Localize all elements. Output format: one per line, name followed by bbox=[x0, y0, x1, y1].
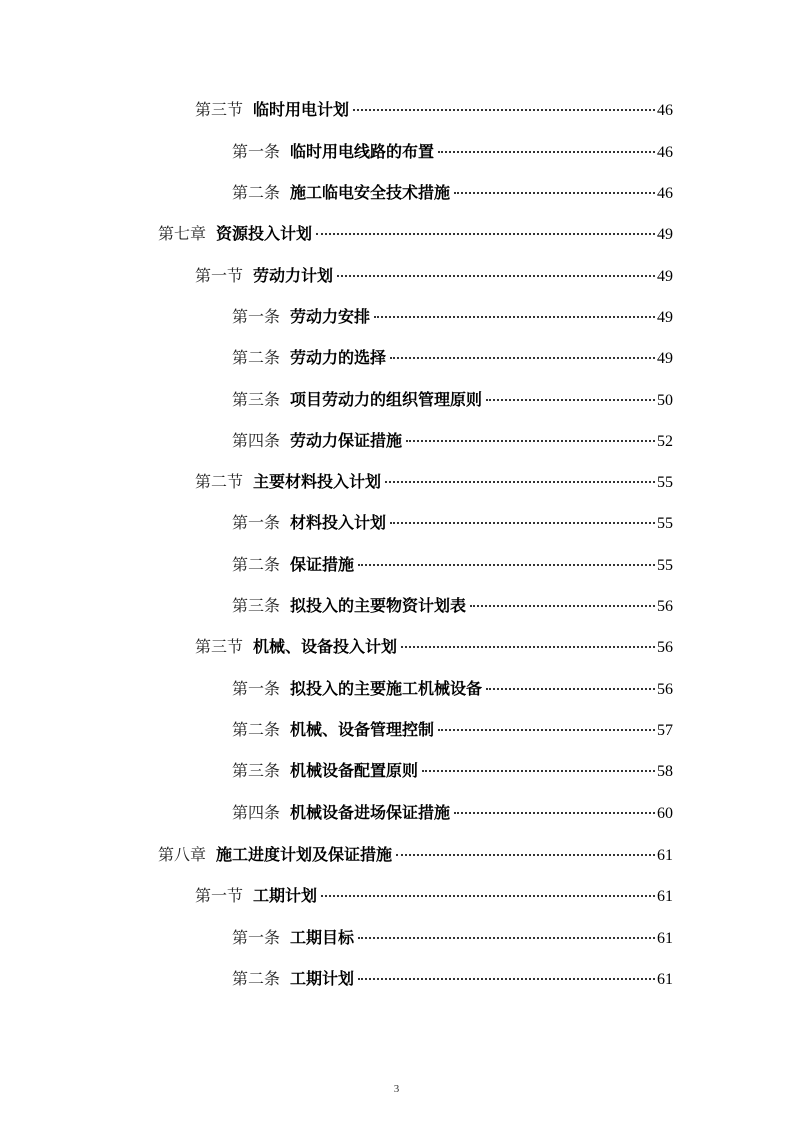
dot-leader bbox=[353, 109, 655, 111]
toc-entry-number: 第二条 bbox=[232, 555, 281, 574]
dot-leader bbox=[454, 192, 655, 194]
toc-entry[interactable] bbox=[195, 884, 673, 908]
toc-entry-title: 机械设备进场保证措施 bbox=[290, 803, 451, 822]
dot-leader bbox=[385, 481, 655, 483]
toc-entry-number: 第二条 bbox=[232, 969, 281, 988]
toc-entry-page: 61 bbox=[657, 971, 673, 988]
toc-entry[interactable] bbox=[158, 222, 673, 246]
toc-entry-title: 劳动力的选择 bbox=[290, 348, 387, 367]
dot-leader bbox=[358, 978, 655, 980]
toc-entry-title: 劳动力保证措施 bbox=[290, 431, 403, 450]
dot-leader bbox=[438, 151, 655, 153]
dot-leader bbox=[401, 646, 655, 648]
toc-entry-page: 55 bbox=[657, 515, 673, 532]
toc-entry-page: 57 bbox=[657, 722, 673, 739]
toc-entry-number: 第三条 bbox=[232, 761, 281, 780]
toc-entry-number: 第一条 bbox=[232, 679, 281, 698]
toc-entry-number: 第一条 bbox=[232, 513, 281, 532]
toc-entry-number: 第三条 bbox=[232, 390, 281, 409]
toc-entry-number: 第七章 bbox=[158, 224, 207, 243]
toc-entry[interactable] bbox=[195, 635, 673, 659]
toc-entry[interactable] bbox=[195, 470, 673, 494]
toc-entry-page: 61 bbox=[657, 888, 673, 905]
toc-entry-title: 材料投入计划 bbox=[290, 513, 387, 532]
toc-entry[interactable] bbox=[195, 98, 673, 122]
toc-entry-title: 工期目标 bbox=[290, 928, 355, 947]
toc-entry-page: 49 bbox=[657, 268, 673, 285]
toc-entry[interactable] bbox=[232, 511, 673, 535]
toc-entry-title: 临时用电线路的布置 bbox=[290, 142, 435, 161]
toc-entry-page: 52 bbox=[657, 433, 673, 450]
toc-entry[interactable] bbox=[232, 801, 673, 825]
toc-entry-number: 第四条 bbox=[232, 803, 281, 822]
toc-entry-page: 50 bbox=[657, 392, 673, 409]
toc-entry-number: 第一条 bbox=[232, 142, 281, 161]
toc-entry-number: 第二节 bbox=[195, 472, 244, 491]
toc-entry-title: 临时用电计划 bbox=[253, 100, 350, 119]
toc-entry[interactable] bbox=[232, 553, 673, 577]
toc-entry[interactable] bbox=[158, 843, 673, 867]
toc-entry-number: 第二条 bbox=[232, 720, 281, 739]
toc-entry-number: 第一条 bbox=[232, 307, 281, 326]
toc-entry-title: 机械、设备投入计划 bbox=[253, 637, 398, 656]
toc-entry-title: 拟投入的主要施工机械设备 bbox=[290, 679, 483, 698]
dot-leader bbox=[337, 275, 655, 277]
toc-entry-title: 项目劳动力的组织管理原则 bbox=[290, 390, 483, 409]
toc-entry[interactable] bbox=[232, 429, 673, 453]
dot-leader bbox=[454, 812, 655, 814]
dot-leader bbox=[486, 688, 655, 690]
toc-entry[interactable] bbox=[232, 346, 673, 370]
toc-entry[interactable] bbox=[232, 140, 673, 164]
toc-entry-page: 61 bbox=[657, 847, 673, 864]
dot-leader bbox=[438, 729, 655, 731]
dot-leader bbox=[470, 605, 655, 607]
dot-leader bbox=[396, 854, 655, 856]
toc-entry[interactable] bbox=[232, 926, 673, 950]
toc-entry-page: 46 bbox=[657, 185, 673, 202]
toc-entry-title: 保证措施 bbox=[290, 555, 355, 574]
toc-entry-title: 劳动力安排 bbox=[290, 307, 371, 326]
toc-entry-number: 第二条 bbox=[232, 348, 281, 367]
toc-entry[interactable] bbox=[232, 759, 673, 783]
toc-entry-page: 55 bbox=[657, 474, 673, 491]
toc-entry-page: 46 bbox=[657, 102, 673, 119]
toc-entry-title: 机械设备配置原则 bbox=[290, 761, 419, 780]
toc-entry-number: 第三条 bbox=[232, 596, 281, 615]
toc-entry-page: 56 bbox=[657, 639, 673, 656]
toc-entry-page: 49 bbox=[657, 309, 673, 326]
toc-entry-title: 工期计划 bbox=[253, 886, 318, 905]
dot-leader bbox=[321, 895, 655, 897]
dot-leader bbox=[374, 316, 655, 318]
toc-entry[interactable] bbox=[232, 305, 673, 329]
dot-leader bbox=[390, 522, 655, 524]
toc-entry-page: 58 bbox=[657, 763, 673, 780]
toc-entry-page: 49 bbox=[657, 350, 673, 367]
toc-entry-page: 61 bbox=[657, 930, 673, 947]
dot-leader bbox=[486, 399, 655, 401]
dot-leader bbox=[406, 440, 655, 442]
toc-entry-title: 劳动力计划 bbox=[253, 266, 334, 285]
toc-entry[interactable] bbox=[232, 677, 673, 701]
toc-entry-title: 机械、设备管理控制 bbox=[290, 720, 435, 739]
toc-entry[interactable] bbox=[232, 594, 673, 618]
toc-entry-number: 第二条 bbox=[232, 183, 281, 202]
toc-entry[interactable] bbox=[232, 388, 673, 412]
toc-entry-number: 第四条 bbox=[232, 431, 281, 450]
toc-entry-page: 60 bbox=[657, 805, 673, 822]
toc-entry-number: 第三节 bbox=[195, 100, 244, 119]
toc-entry-title: 工期计划 bbox=[290, 969, 355, 988]
dot-leader bbox=[358, 564, 655, 566]
toc-entry-page: 55 bbox=[657, 557, 673, 574]
toc-entry[interactable] bbox=[232, 181, 673, 205]
toc-entry-number: 第三节 bbox=[195, 637, 244, 656]
dot-leader bbox=[316, 233, 655, 235]
toc-entry-page: 49 bbox=[657, 226, 673, 243]
dot-leader bbox=[422, 770, 655, 772]
toc-entry[interactable] bbox=[232, 718, 673, 742]
toc-entry-number: 第一节 bbox=[195, 886, 244, 905]
toc-entry-title: 施工进度计划及保证措施 bbox=[216, 845, 393, 864]
toc-entry-number: 第一节 bbox=[195, 266, 244, 285]
toc-entry-page: 56 bbox=[657, 598, 673, 615]
toc-entry-page: 56 bbox=[657, 681, 673, 698]
toc-entry-page: 46 bbox=[657, 144, 673, 161]
toc-entry-number: 第八章 bbox=[158, 845, 207, 864]
dot-leader bbox=[358, 937, 655, 939]
toc-entry[interactable] bbox=[232, 967, 673, 991]
page-number: 3 bbox=[393, 1083, 400, 1095]
toc-entry[interactable] bbox=[195, 264, 673, 288]
toc-entry-title: 施工临电安全技术措施 bbox=[290, 183, 451, 202]
toc-entry-title: 资源投入计划 bbox=[216, 224, 313, 243]
toc-entry-number: 第一条 bbox=[232, 928, 281, 947]
dot-leader bbox=[390, 357, 655, 359]
toc-entry-title: 拟投入的主要物资计划表 bbox=[290, 596, 467, 615]
toc-entry-title: 主要材料投入计划 bbox=[253, 472, 382, 491]
